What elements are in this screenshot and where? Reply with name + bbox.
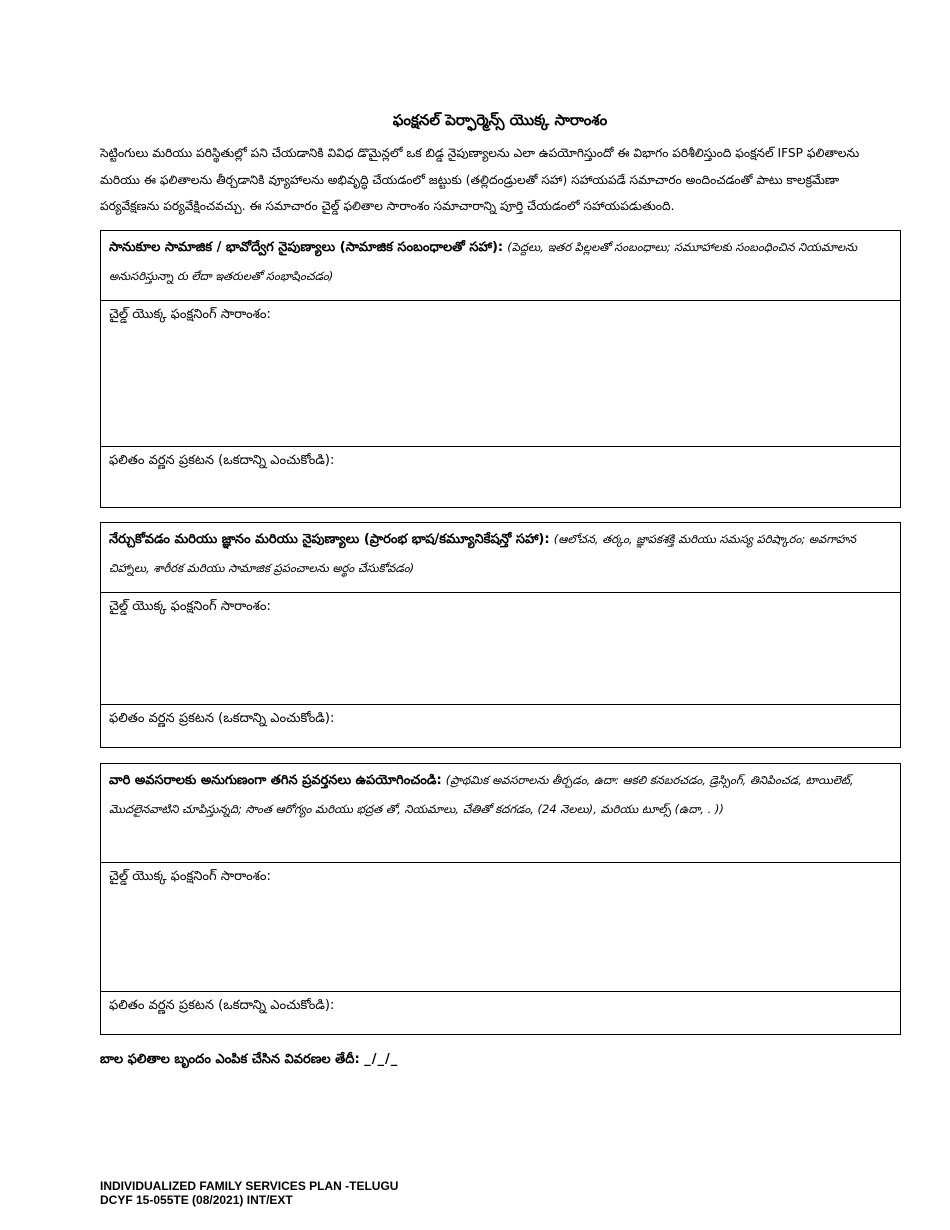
outcome-label: ఫలితం వర్ణన ప్రకటన (ఒకదాన్ని ఎంచుకోండి):: [109, 711, 335, 726]
intro-paragraph: సెట్టింగులు మరియు పరిస్థితుల్లో పని చేయడానికి వివిధ డొమైన్లలో ఒక బిడ్డ నైపుణ్యాలను ఎలా ఉపయోగిస్తుందో ఈ విభాగం పరిశీలిస్తుంది ఫంక్షనల్ IFSP ఫలితాలను మరియు ఈ ఫలితాలను తీర్చడానికి వ్యూహాలను అభివృద్ధి చేయడంలో జట్టుకు (తల్లిదండ్రులతో సహా) సహాయపడే సమాచారం అందించడంతో పాటు కాలక్రమేణా పర్యవేక్షణను పర్యవేక్షించవచ్చు. ఈ సమాచారం చైల్డ్ ఫలితాల సారాంశం సమాచారాన్ని పూర్తి చేయడంలో సహాయపడుతుంది.: [100, 146, 860, 213]
outcome-field[interactable]: [101, 704, 900, 747]
footer-form-title: INDIVIDUALIZED FAMILY SERVICES PLAN -TELUGU: [100, 1179, 399, 1193]
outcome-label: ఫలితం వర్ణన ప్రకటన (ఒకదాన్ని ఎంచుకోండి):: [109, 453, 335, 468]
section-social-emotional: [100, 230, 901, 508]
summary-field[interactable]: [101, 592, 900, 704]
section-heading-italic: (పెద్దలు, ఇతర పిల్లలతో సంబంధాలు; సమూహాలకు సంబంధించిన నియమాలను అనుసరిస్తున్నా రు లేదా ఇతరులతో సంభాషించడం): [109, 240, 858, 283]
section-heading: [101, 523, 900, 592]
summary-field[interactable]: [101, 300, 900, 446]
date-signature-line: [100, 1052, 398, 1070]
outcome-field[interactable]: [101, 991, 900, 1034]
section-heading-italic: (ప్రాథమిక అవసరాలను తీర్చడం, ఉదా: ఆకలి కనబరచడం, డ్రెస్సింగ్, తినిపించడ, టాయిలెట్, మొదలైనవాటిని చూపిస్తున్నది; సొంత ఆరోగ్యం మరియు భద్రత తో, నియమాలు, చేతితో కదగడం, (24 నెలలు), మరియు టూల్స్ (ఉదా, . )): [109, 773, 854, 816]
date-blank[interactable]: _/_/_: [364, 1052, 399, 1067]
outcome-field[interactable]: [101, 446, 900, 507]
summary-field[interactable]: [101, 862, 900, 991]
section-learning-knowledge: [100, 522, 901, 748]
section-heading: [101, 231, 900, 300]
section-heading-italic: (ఆలోచన, తర్కం, జ్ఞాపకశక్తి మరియు సమస్య పరిష్కారం; అవగాహన చిహ్నాలు, శారీరక మరియు సామాజిక ప్రపంచాలను అర్థం చేసుకోవడం): [109, 532, 857, 575]
summary-label: చైల్డ్ యొక్క ఫంక్షనింగ్ సారాంశం:: [109, 307, 271, 322]
summary-label: చైల్డ్ యొక్క ఫంక్షనింగ్ సారాంశం:: [109, 869, 271, 884]
outcome-label: ఫలితం వర్ణన ప్రకటన (ఒకదాన్ని ఎంచుకోండి):: [109, 998, 335, 1013]
footer-form-id: DCYF 15-055TE (08/2021) INT/EXT: [100, 1193, 293, 1207]
section-appropriate-behaviors: [100, 763, 901, 1035]
section-heading-bold: నేర్చుకోవడం మరియు జ్ఞానం మరియు నైపుణ్యాలు (ప్రారంభ భాష/కమ్యూనికేషన్తో సహా):: [109, 532, 550, 547]
section-heading-bold: సానుకూల సామాజిక / భావోద్వేగ నైపుణ్యాలు (సామాజిక సంబంధాలతో సహా):: [109, 240, 504, 255]
date-label: బాల ఫలితాల బృందం ఎంపిక చేసిన వివరణల తేదీ:: [100, 1052, 360, 1067]
section-heading: [101, 764, 900, 862]
form-footer: [100, 1179, 398, 1207]
summary-label: చైల్డ్ యొక్క ఫంక్షనింగ్ సారాంశం:: [109, 599, 271, 614]
section-heading-bold: వారి అవసరాలకు అనుగుణంగా తగిన ప్రవర్తనలు ఉపయోగించండి:: [109, 773, 442, 788]
page-title: ఫంక్షనల్ పెర్ఫార్మెన్స్ యొక్క సారాంశం: [392, 111, 608, 129]
